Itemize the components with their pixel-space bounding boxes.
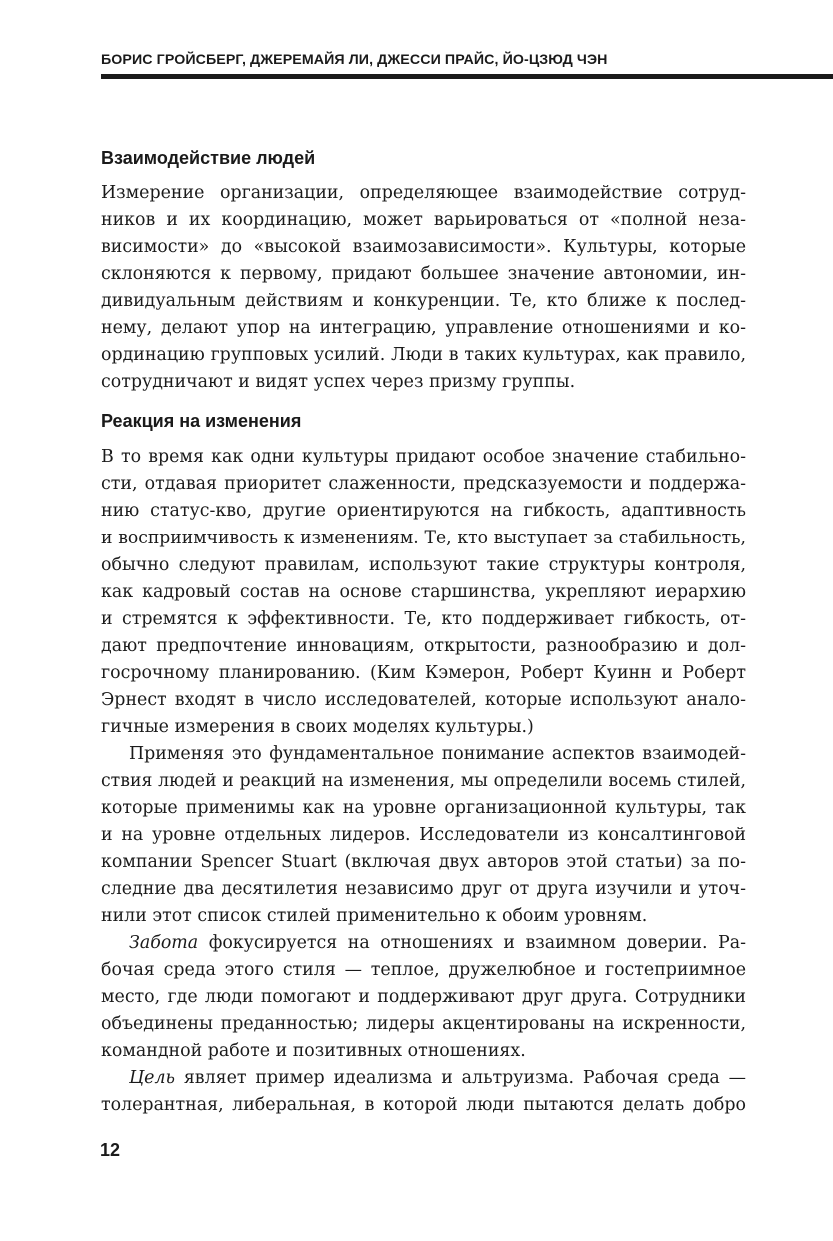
running-head: БОРИС ГРОЙСБЕРГ, ДЖЕРЕМАЙЯ ЛИ, ДЖЕССИ ПРАЙС, ЙО-ЦЗЮД ЧЭН <box>101 52 608 68</box>
text-line: госрочному планированию. (Ким Кэмерон, Роберт Куинн и Роберт <box>101 663 746 683</box>
text-line <box>101 930 746 957</box>
term-caring: Забота <box>129 933 199 953</box>
text-line: как кадровый состав на основе старшинства, укрепляют иерархию <box>101 582 746 602</box>
paragraph-interaction <box>101 180 746 396</box>
text-line: ординацию групповых усилий. Люди в таких культурах, как правило, <box>101 345 746 365</box>
text-line: ствия людей и реакций на изменения, мы определили восемь стилей, <box>101 771 746 791</box>
text-line: и стремятся к эффективности. Те, кто поддерживает гибкость, от- <box>101 609 746 629</box>
text-line: В то время как одни культуры придают особое значение стабильно- <box>101 447 746 467</box>
text-line: командной работе и позитивных отношениях. <box>101 1041 526 1061</box>
text-line: гичные измерения в своих моделях культуры.) <box>101 717 534 737</box>
text-line: следние два десятилетия независимо друг от друга изучили и уточ- <box>101 879 746 899</box>
text-line: дают предпочтение инновациям, открытости, разнообразию и дол- <box>101 636 746 656</box>
text-line: нили этот список стилей применительно к обоим уровням. <box>101 906 648 926</box>
page-body <box>101 146 746 1119</box>
header-rule <box>101 74 833 79</box>
text-line: бочая среда этого стиля — теплое, дружелюбное и гостеприимное <box>101 960 746 980</box>
text-line: компании Spencer Stuart (включая двух авторов этой статьи) за по- <box>101 852 746 872</box>
text-line: Применяя это фундаментальное понимание аспектов взаимодей- <box>129 744 746 764</box>
text-line: Измерение организации, определяющее взаимодействие сотруд- <box>101 183 746 203</box>
section-heading-interaction: Взаимодействие людей <box>101 148 316 168</box>
text-run: фокусируется на отношениях и взаимном доверии. Ра- <box>198 933 746 953</box>
paragraph-eight-styles <box>101 741 746 930</box>
text-run: являет пример идеализма и альтруизма. Рабочая среда — <box>175 1068 746 1088</box>
text-line: и на уровне отдельных лидеров. Исследователи из консалтинговой <box>101 825 746 845</box>
text-line: склоняются к первому, придают большее значение автономии, ин- <box>101 264 746 284</box>
text-line: обычно следуют правилам, используют такие структуры контроля, <box>101 555 746 575</box>
paragraph-caring <box>101 930 746 1065</box>
section-heading-change: Реакция на изменения <box>101 411 302 431</box>
text-line: нию статус-кво, другие ориентируются на гибкость, адаптивность <box>101 501 746 521</box>
paragraph-change <box>101 444 746 741</box>
text-line: объединены преданностью; лидеры акцентированы на искренности, <box>101 1014 746 1034</box>
text-line: нему, делают упор на интеграцию, управление отношениями и ко- <box>101 318 746 338</box>
text-line: ников и их координацию, может варьироваться от «полной неза- <box>101 210 746 230</box>
text-line: дивидуальным действиям и конкуренции. Те, кто ближе к послед- <box>101 291 746 311</box>
text-line: сотрудничают и видят успех через призму группы. <box>101 372 576 392</box>
paragraph-purpose <box>101 1065 746 1119</box>
text-line <box>101 1065 746 1092</box>
text-line: Эрнест входят в число исследователей, которые используют анало- <box>101 690 746 710</box>
page-number: 12 <box>100 1140 121 1160</box>
text-line: сти, отдавая приоритет слаженности, предсказуемости и поддержа- <box>101 474 746 494</box>
term-purpose: Цель <box>129 1068 175 1088</box>
text-line: висимости» до «высокой взаимозависимости». Культуры, которые <box>101 237 746 257</box>
text-line: которые применимы как на уровне организационной культуры, так <box>101 798 746 818</box>
text-line: толерантная, либеральная, в которой люди пытаются делать добро <box>101 1095 746 1115</box>
text-line: место, где люди помогают и поддерживают друг друга. Сотрудники <box>101 987 746 1007</box>
text-line: и восприимчивость к изменениям. Те, кто выступает за стабильность, <box>101 528 746 548</box>
